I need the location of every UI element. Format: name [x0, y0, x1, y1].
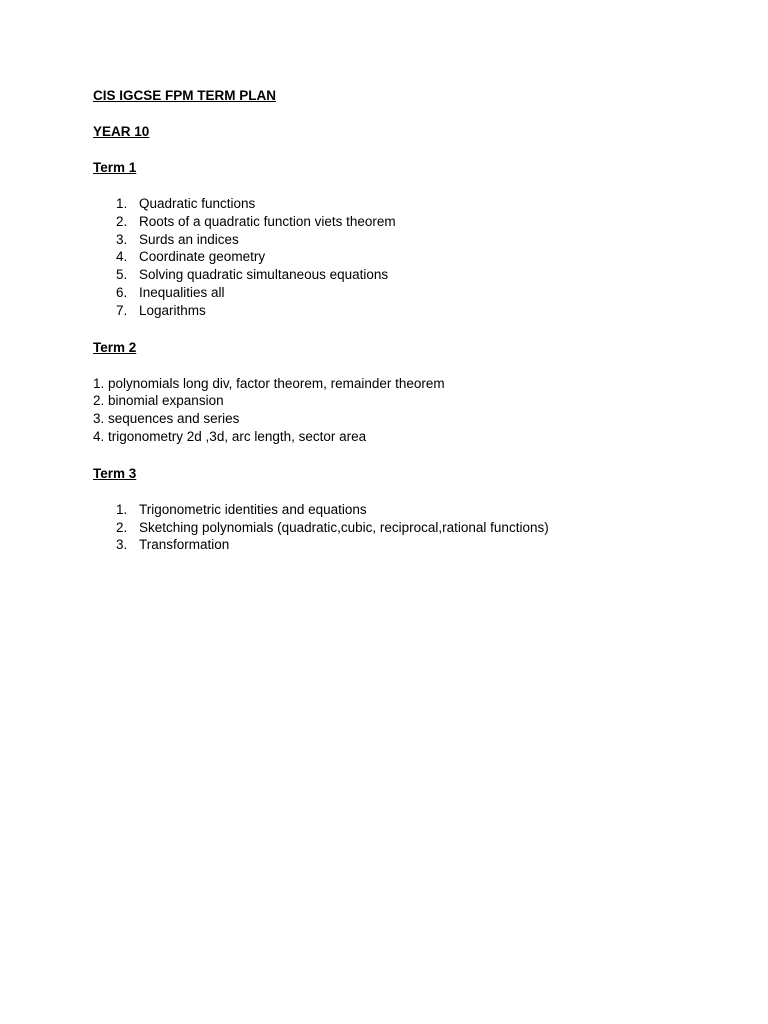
list-item: 2. binomial expansion	[93, 393, 224, 409]
list-item	[93, 248, 733, 266]
list-item	[93, 231, 733, 249]
list-item-text: Roots of a quadratic function viets theorem	[139, 213, 396, 229]
list-item-text: Surds an indices	[139, 231, 239, 247]
list-item: 1. polynomials long div, factor theorem, remainder theorem	[93, 375, 445, 391]
list-item	[93, 195, 733, 213]
list-item: 4. trigonometry 2d ,3d, arc length, sector area	[93, 428, 367, 444]
list-item-number: 1.	[116, 196, 128, 211]
list-item	[93, 501, 733, 519]
term-3-list	[93, 501, 733, 554]
list-item-number: 3.	[116, 537, 128, 553]
list-item	[93, 536, 733, 554]
list-item	[93, 302, 733, 320]
list-item-number: 1.	[116, 501, 128, 517]
term-1-heading: Term 1	[93, 160, 137, 175]
document-body	[93, 86, 733, 572]
list-item-text: Logarithms	[139, 302, 206, 318]
list-item-number: 5.	[116, 267, 128, 283]
list-item-number: 7.	[116, 302, 128, 318]
list-item	[93, 266, 733, 284]
list-item-text: Solving quadratic simultaneous equations	[139, 267, 389, 283]
list-item-number: 2.	[116, 519, 128, 535]
list-item-text: Coordinate geometry	[139, 249, 266, 265]
year-heading: YEAR 10	[93, 124, 150, 139]
document-title: CIS IGCSE FPM TERM PLAN	[93, 88, 277, 103]
list-item-text: Trigonometric identities and equations	[139, 501, 367, 517]
list-item-number: 6.	[116, 284, 128, 300]
term-1-list	[93, 195, 733, 320]
list-item: 3. sequences and series	[93, 411, 240, 427]
list-item	[93, 213, 733, 231]
list-item-text: Transformation	[139, 537, 230, 553]
term-2-heading: Term 2	[93, 339, 137, 355]
term-2-list	[93, 375, 733, 446]
list-item-number: 3.	[116, 231, 128, 247]
list-item-text: Sketching polynomials (quadratic,cubic, reciprocal,rational functions)	[139, 519, 549, 535]
term-3-heading: Term 3	[93, 465, 137, 481]
list-item-text: Quadratic functions	[139, 196, 256, 211]
list-item	[93, 519, 733, 537]
list-item-text: Inequalities all	[139, 284, 225, 300]
list-item-number: 4.	[116, 249, 128, 265]
list-item-number: 2.	[116, 213, 128, 229]
list-item	[93, 284, 733, 302]
